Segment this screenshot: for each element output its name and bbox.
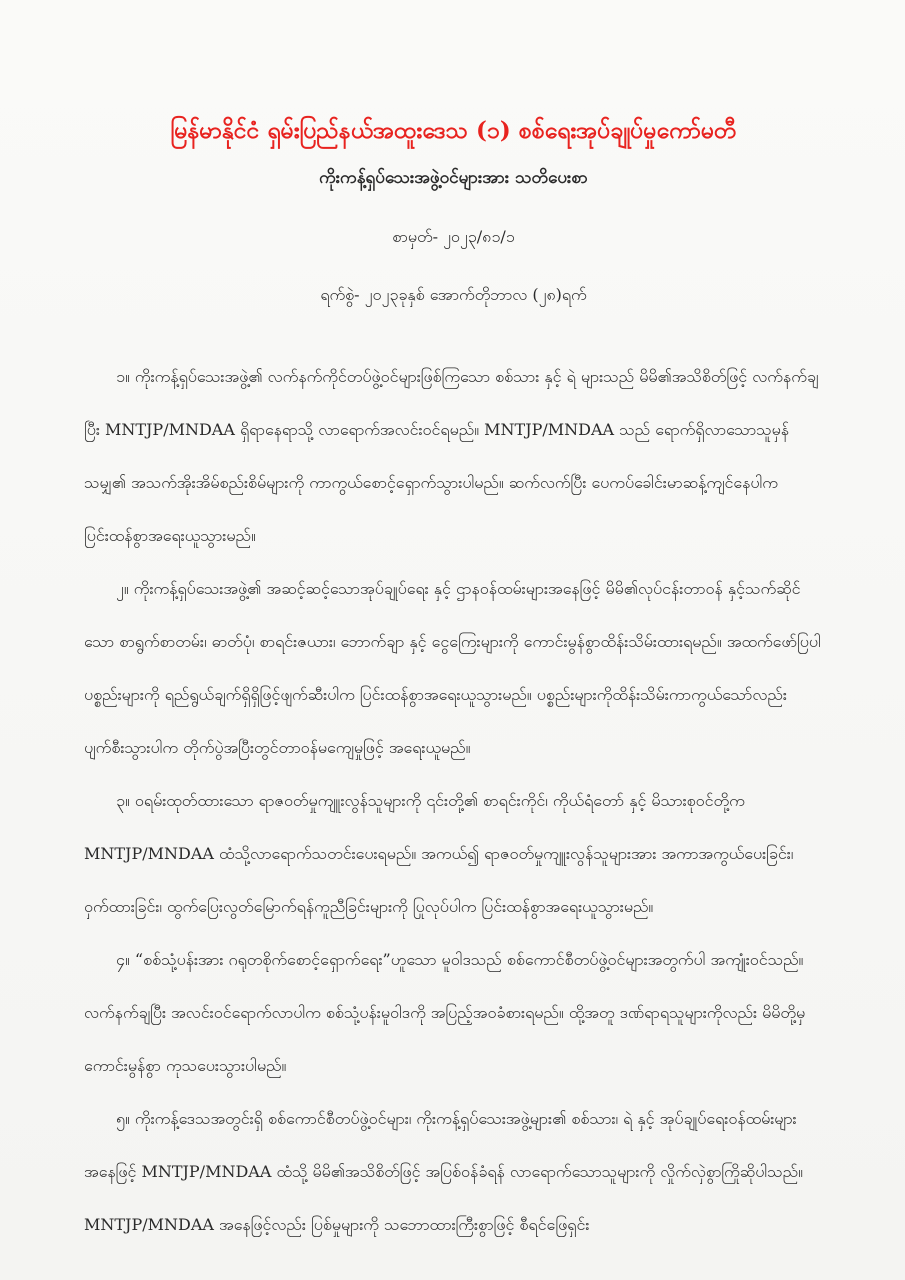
paragraph-2: ၂။ ကိုးကန့်ရှပ်သေးအဖွဲ့၏ အဆင့်ဆင့်သောအုပ်ချုပ်ရေး နှင့် ဌာနဝန်ထမ်းများအနေဖြင့် မိမိ၏လုပ်ငန်းတာဝန် နှင့်သက်ဆိုင်သော စာရွက်စာတမ်း၊ ဓာတ်ပုံ၊ စာရင်းဇယား၊ ဘောက်ချာ နှင့် ငွေကြေးများကို ကောင်းမွန်စွာထိန်းသိမ်းထားရမည်။ အထက်ဖော်ပြပါပစ္စည်းများကို ရည်ရွယ်ချက်ရှိရှိဖြင့်ဖျက်ဆီးပါက ပြင်းထန်စွာအရေးယူသွားမည်။ ပစ္စည်းများကိုထိန်းသိမ်းကာကွယ်သော်လည်းပျက်စီးသွားပါက တိုက်ပွဲအပြီးတွင်တာဝန်မကျေမှုဖြင့် အရေးယူမည်။	[84, 579, 821, 757]
paragraph-3: ၃။ ဝရမ်းထုတ်ထားသော ရာဇဝတ်မှုကျူးလွန်သူများကို ၎င်းတို့၏ စာရင်းကိုင်၊ ကိုယ်ရံတော် နှင့် မိသားစုဝင်တို့က MNTJP/MNDAA ထံသို့လာရောက်သတင်းပေးရမည်။ အကယ်၍ ရာဇဝတ်မှုကျူးလွန်သူများအား အကာအကွယ်ပေးခြင်း၊ ဝှက်ထားခြင်း၊ ထွက်ပြေးလွတ်မြောက်ရန်ကူညီခြင်းများကို ပြုလုပ်ပါက ပြင်းထန်စွာအရေးယူသွားမည်။	[84, 791, 794, 916]
paragraph-4: ၄။ “စစ်သုံ့ပန်းအား ဂရုတစိုက်စောင့်ရှောက်ရေး”ဟူသော မူဝါဒသည် စစ်ကောင်စီတပ်ဖွဲ့ဝင်များအတွက်ပါ အကျုံးဝင်သည်။ လက်နက်ချပြီး အလင်းဝင်ရောက်လာပါက စစ်သုံ့ပန်းမူဝါဒကို အပြည့်အဝခံစားရမည်။ ထို့အတူ ဒဏ်ရာရသူများကိုလည်း မိမိတို့မှ ကောင်းမွန်စွာ ကုသပေးသွားပါမည်။	[84, 950, 806, 1075]
document-body	[84, 350, 823, 1251]
paragraph-5: ၅။ ကိုးကန့်ဒေသအတွင်းရှိ စစ်ကောင်စီတပ်ဖွဲ့ဝင်များ၊ ကိုးကန့်ရှပ်သေးအဖွဲ့များ၏ စစ်သား၊ ရဲ နှင့် အုပ်ချုပ်ရေးဝန်ထမ်းများအနေဖြင့် MNTJP/MNDAA ထံသို့ မိမိ၏အသိစိတ်ဖြင့် အပြစ်ဝန်ခံရန် လာရောက်သောသူများကို လှိုက်လှဲစွာကြိုဆိုပါသည်။ MNTJP/MNDAA အနေဖြင့်လည်း ပြစ်မှုများကို သဘောထားကြီးစွာဖြင့် စီရင်ဖြေရှင်း	[84, 1109, 803, 1234]
document-subtitle: ကိုးကန့်ရှပ်သေးအဖွဲ့ဝင်များအား သတိပေးစာ	[319, 168, 588, 188]
reference-number: စာမှတ်- ၂၀၂၃/၈၁/၁	[392, 227, 515, 246]
paragraph-1: ၁။ ကိုးကန့်ရှပ်သေးအဖွဲ့၏ လက်နက်ကိုင်တပ်ဖွဲ့ဝင်များဖြစ်ကြသော စစ်သား နှင့် ရဲ များသည် မိမိ၏အသိစိတ်ဖြင့် လက်နက်ချပြီး MNTJP/MNDAA ရှိရာနေရာသို့ လာရောက်အလင်းဝင်ရမည်။ MNTJP/MNDAA သည် ရောက်ရှိလာသောသူမှန်သမျှ၏ အသက်အိုးအိမ်စည်းစိမ်များကို ကာကွယ်စောင့်ရှောက်သွားပါမည်။ ဆက်လက်ပြီး ပေကပ်ခေါင်းမာဆန့်ကျင်နေပါက ပြင်းထန်စွာအရေးယူသွားမည်။	[84, 367, 819, 545]
document-date: ရက်စွဲ- ၂၀၂၃ခုနှစ် အောက်တိုဘာလ (၂၈)ရက်	[320, 285, 587, 304]
document-title: မြန်မာနိုင်ငံ ရှမ်းပြည်နယ်အထူးဒေသ (၁) စစ်ရေးအုပ်ချုပ်မှုကော်မတီ	[170, 117, 737, 144]
